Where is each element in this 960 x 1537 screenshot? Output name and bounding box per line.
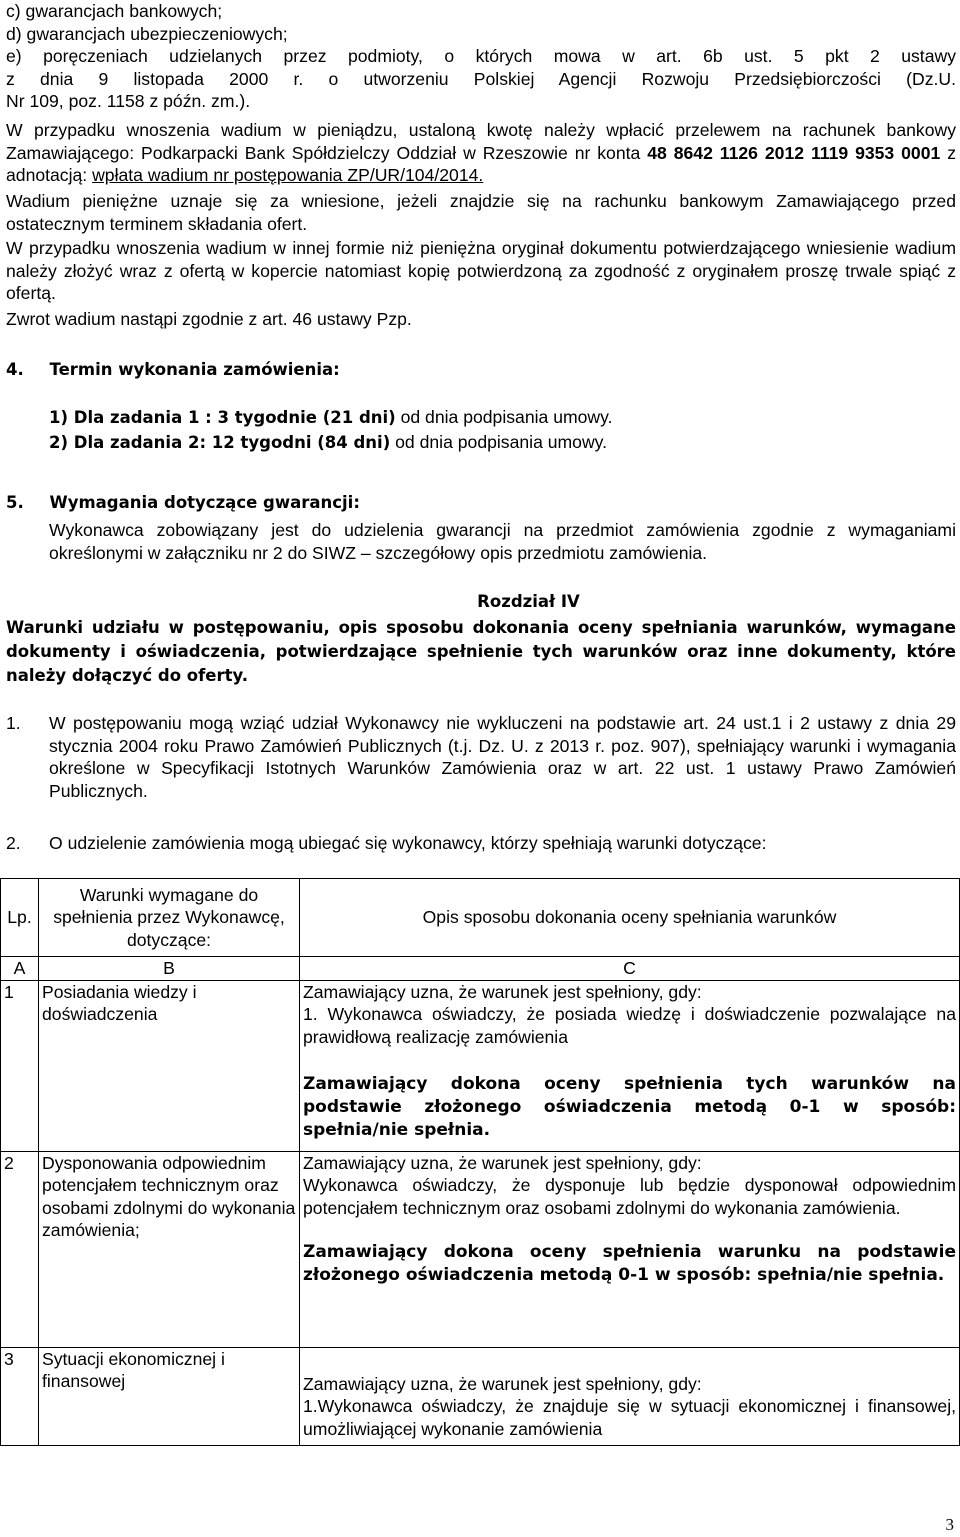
- deadline-list: [49, 406, 949, 455]
- row-condition: Dysponowania odpowiednim potencjałem technicznym oraz osobami zdolnymi do wykonania zamówienia;: [39, 1151, 300, 1347]
- item-text: W postępowaniu mogą wziąć udział Wykonawcy nie wykluczeni na podstawie art. 24 ust.1 i 2 ustawy z dnia 29 stycznia 2004 roku Prawo Zamówień Publicznych (t.j. Dz. U. z 2013 r. poz. 907), spełniający warunki i wymagania określone w Specyfikacji Istotnych Warunków Zamówienia oraz w art. 22 ust. 1 ustawy Prawo Zamówień Publicznych.: [49, 713, 956, 801]
- other-form-paragraph: W przypadku wnoszenia wadium w innej formie niż pieniężna oryginał dokumentu potwierdzającego wniesienie wadium należy złożyć wraz z ofertą w kopercie natomiast kopię potwierdzoną za zgodność z oryginałem proszę trwale spiąć z ofertą.: [6, 238, 956, 304]
- list-item: 2) Dla zadania 2: 12 tygodni (84 dni) od dnia podpisania umowy.: [49, 432, 608, 452]
- header-conditions: Warunki wymagane do spełnienia przez Wykonawcę, dotyczące:: [39, 879, 300, 957]
- letter-c: C: [300, 957, 960, 981]
- guarantee-list: [6, 0, 956, 113]
- section-title: Wymagania dotyczące gwarancji:: [49, 493, 360, 512]
- header-lp: Lp.: [1, 879, 39, 957]
- list-item: z dnia 9 listopada 2000 r. o utworzeniu Polskiej Agencji Rozwoju Przedsiębiorczości (Dz.U.: [6, 68, 956, 89]
- method-detail: 1. Wykonawca oświadczy, że posiada wiedzę i doświadczenie pozwalające na prawidłową realizację zamówienia: [303, 1004, 956, 1047]
- payment-annotation: wpłata wadium nr postępowania ZP/UR/104/2014.: [92, 165, 484, 186]
- section-4-heading: [6, 359, 956, 382]
- list-item: c) gwarancjach bankowych;: [6, 1, 223, 21]
- table-header-row: [1, 879, 960, 957]
- item-text: O udzielenie zamówienia mogą ubiegać się wykonawcy, którzy spełniają warunki dotyczące:: [49, 833, 767, 853]
- row-condition: Sytuacji ekonomicznej i finansowej: [39, 1347, 300, 1445]
- chapter-subtitle: Warunki udziału w postępowaniu, opis sposobu dokonania oceny spełniania warunków, wymagane dokumenty i oświadczenia, potwierdzające spełnienie tych warunków oraz inne dokumenty, które należy dołączyć do oferty.: [6, 618, 956, 685]
- row-method: [300, 980, 960, 1151]
- section-number: 5.: [6, 493, 24, 512]
- list-item: 1) Dla zadania 1 : 3 tygodnie (21 dni) od dnia podpisania umowy.: [49, 407, 613, 427]
- row-lp: 3: [1, 1347, 39, 1445]
- numbered-item-2: [6, 832, 956, 856]
- numbered-item-1: [6, 712, 956, 807]
- bank-transfer-text: W przypadku wnoszenia wadium w pieniądzu, ustaloną kwotę należy wpłacić przelewem na rachunek bankowy Zamawiającego: Podkarpacki Bank Spółdzielczy Oddział w Rzeszowie nr konta: [6, 120, 956, 163]
- table-row: [1, 1151, 960, 1347]
- table-row: [1, 980, 960, 1151]
- method-detail: Wykonawca oświadczy, że dysponuje lub będzie dysponował odpowiednim potencjałem technicznym oraz osobami zdolnymi do wykonania zamówienia.: [303, 1175, 956, 1218]
- row-lp: 2: [1, 1151, 39, 1347]
- list-item: e) poręczeniach udzielanych przez podmioty, o których mowa w art. 6b ust. 5 pkt 2 ustawy: [6, 46, 956, 67]
- chapter-title: Rozdział IV: [477, 592, 580, 611]
- section-title: Termin wykonania zamówienia:: [49, 360, 340, 379]
- method-detail: 1.Wykonawca oświadczy, że znajduje się w sytuacji ekonomicznej i finansowej, umożliwiającej wykonanie zamówienia: [303, 1396, 956, 1439]
- section-5-heading: [6, 492, 956, 515]
- bank-transfer-paragraph: [6, 119, 956, 187]
- letter-a: A: [1, 957, 39, 981]
- list-item: d) gwarancjach ubezpieczeniowych;: [6, 23, 288, 44]
- header-method: Opis sposobu dokonania oceny spełniania warunków: [300, 879, 960, 957]
- conditions-table: [0, 878, 960, 1446]
- row-method: [300, 1151, 960, 1347]
- row-method: [300, 1347, 960, 1445]
- method-evaluation: Zamawiający dokona oceny spełnienia warunku na podstawie złożonego oświadczenia metodą 0-1 w sposób: spełnia/nie spełnia.: [303, 1242, 956, 1285]
- section-5-body: Wykonawca zobowiązany jest do udzielenia gwarancji na przedmiot zamówienia zgodnie z wymaganiami określonymi w załączniku nr 2 do SIWZ – szczegółowy opis przedmiotu zamówienia.: [49, 520, 956, 563]
- item-number: 1.: [6, 713, 21, 733]
- return-paragraph: Zwrot wadium nastąpi zgodnie z art. 46 ustawy Pzp.: [6, 309, 412, 329]
- annotation-label: z adnotacją:: [6, 142, 956, 186]
- method-intro: Zamawiający uzna, że warunek jest spełniony, gdy:: [303, 981, 702, 1002]
- table-row: [1, 1347, 960, 1445]
- letter-b: B: [39, 957, 300, 981]
- wadium-paragraph: Wadium pieniężne uznaje się za wniesione, jeżeli znajdzie się na rachunku bankowym Zamawiającego przed ostatecznym terminem składania ofert.: [6, 191, 956, 234]
- method-intro: Zamawiający uzna, że warunek jest spełniony, gdy:: [303, 1152, 702, 1173]
- page-number: 3: [945, 1515, 954, 1535]
- item-number: 2.: [6, 833, 21, 853]
- table-letter-row: [1, 957, 960, 981]
- account-number: 48 8642 1126 2012 1119 9353 0001: [647, 142, 941, 163]
- row-condition: Posiadania wiedzy i doświadczenia: [39, 980, 300, 1151]
- section-number: 4.: [6, 360, 24, 379]
- list-item: Nr 109, poz. 1158 z późn. zm.).: [6, 91, 251, 112]
- row-lp: 1: [1, 980, 39, 1151]
- method-evaluation: Zamawiający dokona oceny spełnienia tych warunków na podstawie złożonego oświadczenia metodą 0-1 w sposób: spełnia/nie spełnia.: [303, 1074, 956, 1140]
- method-intro: Zamawiający uzna, że warunek jest spełniony, gdy:: [303, 1373, 702, 1394]
